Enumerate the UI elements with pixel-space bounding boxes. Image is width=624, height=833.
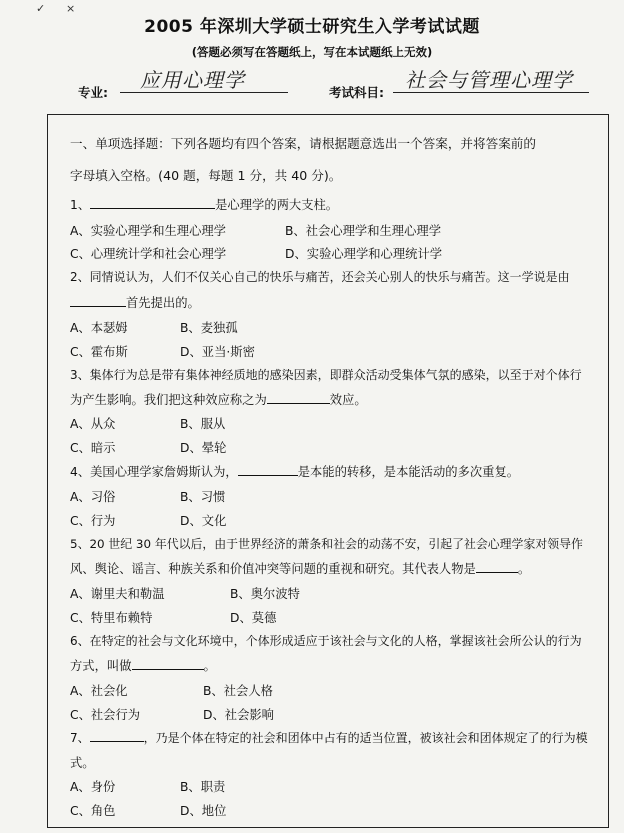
q7-option-c: C、角色 [70, 804, 116, 818]
scan-mark-left: ✓ [36, 2, 46, 15]
q7-blank [90, 729, 144, 742]
q2-text: 首先提出的。 [126, 296, 200, 310]
q7-text: ，乃是个体在特定的社会和团体中占有的适当位置，被该社会和团体规定了的行为模 [143, 731, 588, 745]
q2-option-b: B、麦独孤 [180, 321, 238, 335]
q6-text-tail: 。 [203, 659, 216, 673]
question-6-cont [70, 656, 216, 674]
q3-text-tail: 效应。 [329, 393, 367, 407]
q1-blank [90, 196, 215, 209]
q7-number: 7、 [70, 731, 90, 745]
q4-text: 4、美国心理学家詹姆斯认为， [70, 465, 238, 479]
q1-number: 1、 [70, 198, 91, 212]
q5-option-a: A、谢里夫和勒温 [70, 587, 165, 601]
major-underline [120, 92, 288, 93]
q3-option-b: B、服从 [180, 417, 226, 431]
q5-option-d: D、莫德 [230, 611, 277, 625]
q4-blank [238, 463, 298, 476]
q4-option-b: B、习惯 [180, 490, 226, 504]
question-2: 2、同情说认为，人们不仅关心自己的快乐与痛苦，还会关心别人的快乐与痛苦。这一学说是由 [70, 270, 570, 284]
q5-blank [476, 560, 518, 573]
q6-option-d: D、社会影响 [203, 708, 274, 722]
question-5: 5、20 世纪 30 年代以后，由于世界经济的萧条和社会的动荡不安，引起了社会心理学家对领导作 [70, 537, 583, 551]
q5-text: 风、舆论、谣言、种族关系和价值冲突等问题的重视和研究。其代表人物是 [70, 562, 476, 576]
section-heading-cont: 字母填入空格。(40 题，每题 1 分，共 40 分)。 [70, 168, 342, 183]
q1-option-a: A、实验心理学和生理心理学 [70, 224, 226, 238]
q7-option-a: A、身份 [70, 780, 116, 794]
q1-option-d: D、实验心理学和心理统计学 [285, 247, 443, 261]
major-label: 专业: [78, 85, 108, 100]
q4-option-a: A、习俗 [70, 490, 116, 504]
question-7-cont: 式。 [70, 756, 95, 770]
question-6: 6、在特定的社会与文化环境中，个体形成适应于该社会与文化的人格，掌握该社会所公认的行为 [70, 634, 582, 648]
q3-option-a: A、从众 [70, 417, 116, 431]
q4-text-tail: 是本能的转移，是本能活动的多次重复。 [297, 465, 520, 479]
q3-blank [267, 391, 330, 404]
q5-option-b: B、奥尔波特 [230, 587, 300, 601]
q1-option-c: C、心理统计学和社会心理学 [70, 247, 227, 261]
subject-label: 考试科目: [329, 85, 384, 100]
question-7 [70, 729, 588, 746]
major-value: 应用心理学 [140, 68, 245, 92]
q4-option-c: C、行为 [70, 514, 116, 528]
q1-option-b: B、社会心理学和生理心理学 [285, 224, 441, 238]
question-5-cont [70, 559, 530, 577]
q5-text-tail: 。 [517, 562, 531, 576]
subject-value: 社会与管理心理学 [405, 68, 573, 92]
q6-option-b: B、社会人格 [203, 684, 273, 698]
question-1 [70, 195, 338, 213]
q3-option-c: C、暗示 [70, 441, 116, 455]
question-4 [70, 462, 519, 480]
q3-option-d: D、晕轮 [180, 441, 227, 455]
q2-option-a: A、本瑟姆 [70, 321, 128, 335]
q5-option-c: C、特里布赖特 [70, 611, 153, 625]
q7-option-d: D、地位 [180, 804, 227, 818]
scan-mark-right: × [66, 2, 76, 15]
q6-option-c: C、社会行为 [70, 708, 141, 722]
q6-text: 方式，叫做 [70, 659, 132, 673]
q3-text: 为产生影响。我们把这种效应称之为 [70, 393, 267, 407]
question-3-cont [70, 390, 367, 408]
q4-option-d: D、文化 [180, 514, 227, 528]
section-heading: 一、单项选择题：下列各题均有四个答案，请根据题意选出一个答案，并将答案前的 [70, 136, 536, 151]
question-2-cont [70, 293, 200, 311]
q1-text: 是心理学的两大支柱。 [215, 198, 339, 212]
question-3: 3、集体行为总是带有集体神经质地的感染因素，即群众活动受集体气氛的感染，以至于对个体行 [70, 368, 582, 382]
q2-option-c: C、霍布斯 [70, 345, 128, 359]
q6-blank [132, 657, 204, 670]
subject-underline [393, 92, 589, 93]
q7-option-b: B、职责 [180, 780, 226, 794]
q2-blank [70, 294, 126, 307]
exam-instruction: (答题必须写在答题纸上，写在本试题纸上无效) [191, 45, 433, 59]
q6-option-a: A、社会化 [70, 684, 128, 698]
exam-title: 2005 年深圳大学硕士研究生入学考试试题 [144, 17, 480, 37]
q2-option-d: D、亚当·斯密 [180, 345, 255, 359]
